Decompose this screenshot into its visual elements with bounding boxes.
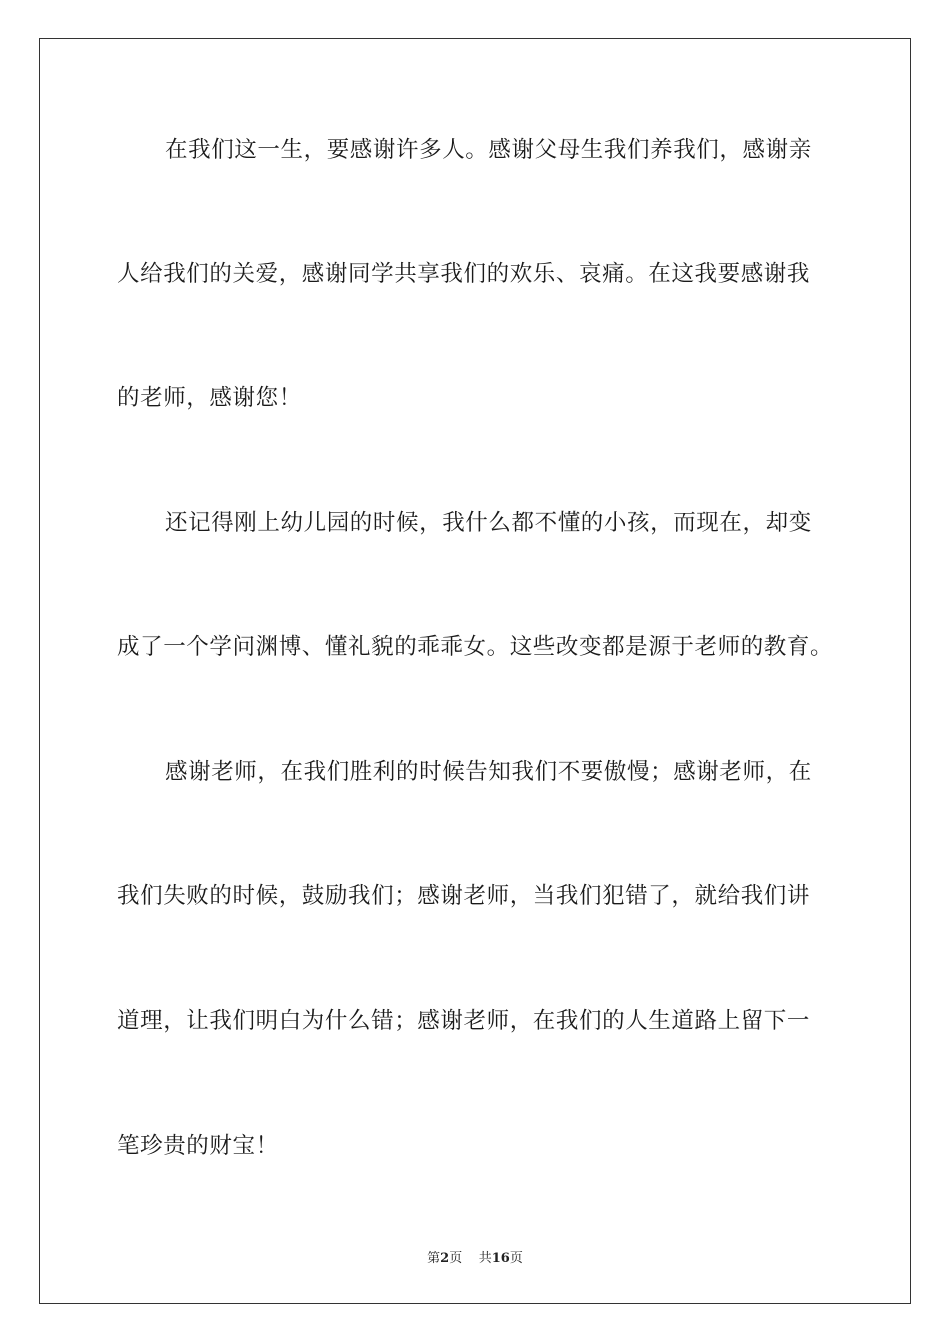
paragraph-1-line-3: 的老师，感谢您！	[117, 385, 302, 411]
paragraph-3-line-3: 道理，让我们明白为什么错；感谢老师，在我们的人生道路上留下一	[117, 1008, 811, 1034]
page-border	[39, 38, 911, 1304]
footer-page-number: 2	[440, 1251, 450, 1266]
footer-page-suffix: 页	[449, 1251, 463, 1266]
footer-page-prefix: 第	[427, 1251, 441, 1266]
footer-total-prefix: 共	[478, 1251, 492, 1266]
footer-total-suffix: 页	[509, 1251, 523, 1266]
paragraph-3-line-4: 笔珍贵的财宝！	[117, 1133, 279, 1159]
paragraph-1-line-1: 在我们这一生，要感谢许多人。感谢父母生我们养我们，感谢亲	[165, 137, 812, 163]
paragraph-1-line-2: 人给我们的关爱，感谢同学共享我们的欢乐、哀痛。在这我要感谢我	[117, 261, 811, 287]
page-footer	[0, 1247, 950, 1266]
paragraph-3-line-2: 我们失败的时候，鼓励我们；感谢老师，当我们犯错了，就给我们讲	[117, 883, 811, 909]
paragraph-3-line-1: 感谢老师，在我们胜利的时候告知我们不要傲慢；感谢老师，在	[165, 759, 812, 785]
paragraph-2-line-2: 成了一个学问渊博、懂礼貌的乖乖女。这些改变都是源于老师的教育。	[117, 634, 834, 660]
footer-total-pages: 16	[491, 1251, 510, 1266]
paragraph-2-line-1: 还记得刚上幼儿园的时候，我什么都不懂的小孩，而现在，却变	[165, 510, 812, 536]
